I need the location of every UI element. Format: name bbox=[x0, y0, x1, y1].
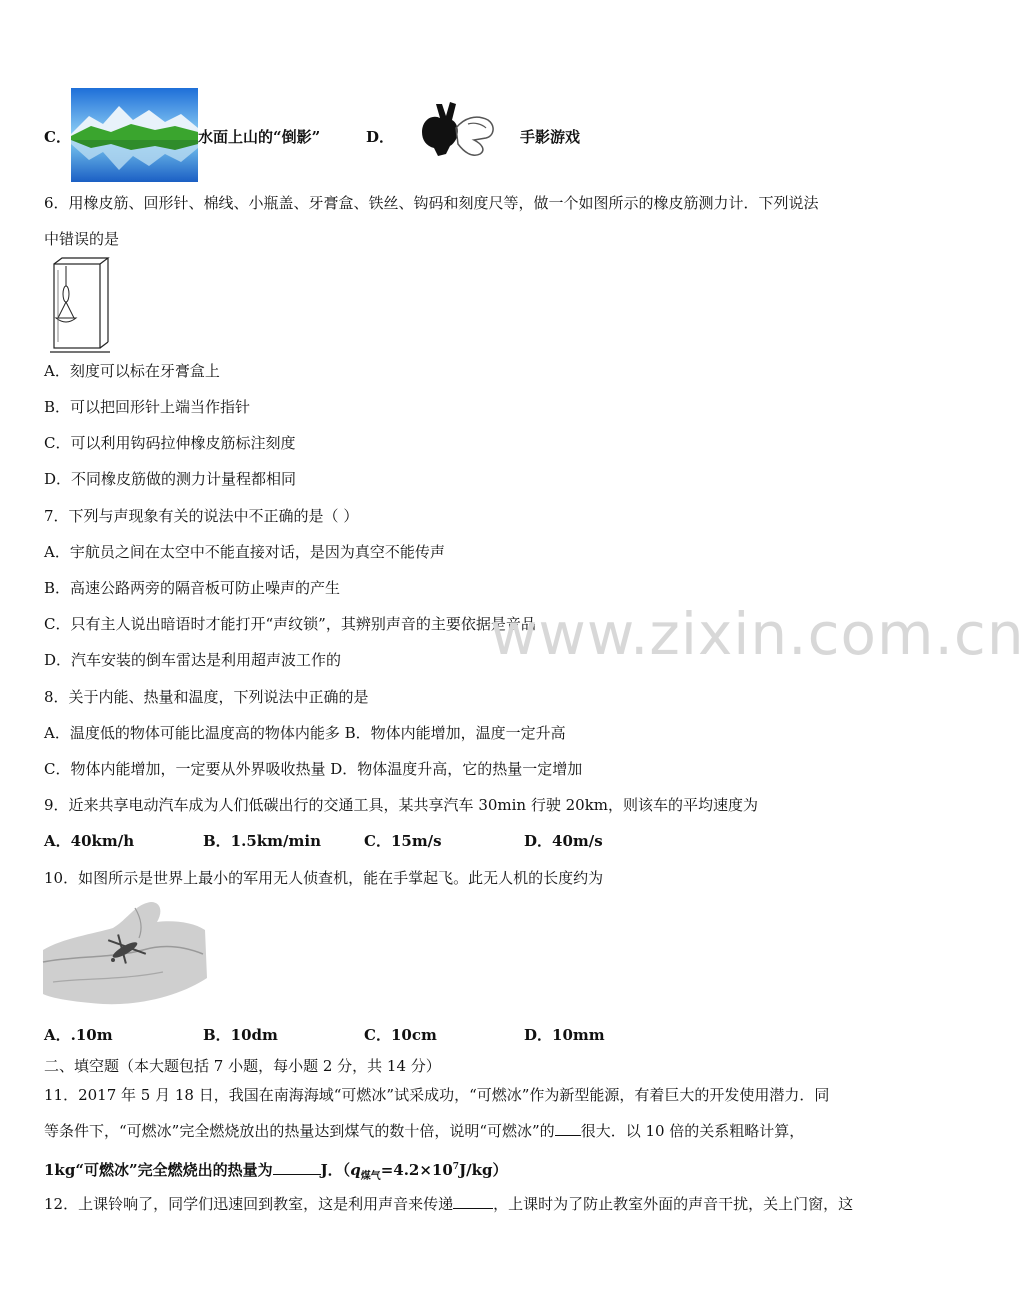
q8-options-ab: A．温度低的物体可能比温度高的物体内能多 B．物体内能增加，温度一定升高 bbox=[44, 724, 566, 742]
mountain-reflection-image bbox=[71, 88, 198, 182]
q8-options-cd: C．物体内能增加，一定要从外界吸收热量 D．物体温度升高，它的热量一定增加 bbox=[44, 760, 583, 778]
q12-text-a: 12．上课铃响了，同学们迅速回到教室，这是利用声音来传递 bbox=[44, 1195, 454, 1213]
q8-stem: 8．关于内能、热量和温度，下列说法中正确的是 bbox=[44, 688, 369, 706]
hand-shadow-rabbit-image bbox=[412, 100, 500, 160]
q5-option-d-text: 手影游戏 bbox=[520, 128, 581, 146]
q9-option-d: D．40m/s bbox=[524, 832, 603, 850]
q11-line2 bbox=[44, 1121, 804, 1141]
q10-option-b: B．10dm bbox=[203, 1026, 278, 1044]
q6-stem-line1: 6．用橡皮筋、回形针、棉线、小瓶盖、牙膏盒、铁丝、钩码和刻度尺等，做一个如图所示的橡皮筋测力计．下列说法 bbox=[44, 194, 819, 212]
q11-exponent: 7 bbox=[452, 1162, 460, 1172]
q7-option-a: A．宇航员之间在太空中不能直接对话，是因为真空不能传声 bbox=[44, 543, 445, 561]
q10-option-a: A．.10m bbox=[44, 1026, 113, 1044]
watermark: www.zixin.com.cn bbox=[490, 600, 1025, 668]
q12-line1 bbox=[44, 1194, 853, 1214]
q10-option-c: C．10cm bbox=[364, 1026, 437, 1044]
q6-option-b: B．可以把回形针上端当作指针 bbox=[44, 398, 251, 416]
q6-option-c: C．可以利用钩码拉伸橡皮筋标注刻度 bbox=[44, 434, 296, 452]
q9-option-b: B．1.5km/min bbox=[203, 832, 321, 850]
q11-line3-text-d: J/kg） bbox=[459, 1161, 508, 1179]
q11-q-subscript: 煤气 bbox=[360, 1171, 381, 1182]
hand-drone-photo bbox=[43, 898, 207, 1008]
q7-stem: 7．下列与声现象有关的说法中不正确的是（ ） bbox=[44, 507, 359, 525]
q9-option-a: A．40km/h bbox=[44, 832, 135, 850]
q10-stem: 10．如图所示是世界上最小的军用无人侦查机，能在手掌起飞。此无人机的长度约为 bbox=[44, 869, 604, 887]
q11-line3-text-a: 1kg“可燃冰”完全燃烧出的热量为 bbox=[44, 1161, 273, 1179]
q9-option-c: C．15m/s bbox=[364, 832, 442, 850]
q9-stem: 9．近来共享电动汽车成为人们低碳出行的交通工具，某共享汽车 30min 行驶 20km，则该车的平均速度为 bbox=[44, 796, 759, 814]
q7-option-d: D．汽车安装的倒车雷达是利用超声波工作的 bbox=[44, 651, 342, 669]
q5-option-d-letter: D． bbox=[366, 128, 395, 146]
q11-line3 bbox=[44, 1157, 508, 1187]
q5-option-c-text: 水面上山的“倒影” bbox=[198, 128, 321, 146]
q6-option-d: D．不同橡皮筋做的测力计量程都相同 bbox=[44, 470, 297, 488]
q11-blank-2[interactable] bbox=[273, 1160, 321, 1175]
q11-line1: 11．2017 年 5 月 18 日，我国在南海海域“可燃冰”试采成功，“可燃冰”作为新型能源，有着巨大的开发使用潜力．同 bbox=[44, 1086, 830, 1104]
q11-line2-text-b: 很大．以 10 倍的关系粗略计算， bbox=[580, 1122, 805, 1140]
q12-text-b: ，上课时为了防止教室外面的声音干扰，关上门窗，这 bbox=[493, 1195, 854, 1213]
q11-line3-text-c: =4.2×10 bbox=[380, 1161, 453, 1179]
section-heading: 二、填空题（本大题包括 7 小题，每小题 2 分，共 14 分） bbox=[44, 1057, 441, 1075]
q7-option-b: B．高速公路两旁的隔音板可防止噪声的产生 bbox=[44, 579, 341, 597]
q11-blank-1[interactable] bbox=[555, 1121, 581, 1136]
rubber-band-dynamometer-figure bbox=[44, 256, 116, 354]
q7-option-c: C．只有主人说出暗语时才能打开“声纹锁”，其辨别声音的主要依据是音品 bbox=[44, 615, 536, 633]
q11-line3-text-b: J．（ bbox=[320, 1161, 351, 1179]
q11-line2-text-a: 等条件下，“可燃冰”完全燃烧放出的热量达到煤气的数十倍，说明“可燃冰”的 bbox=[44, 1122, 555, 1140]
q10-option-d: D．10mm bbox=[524, 1026, 605, 1044]
q12-blank-1[interactable] bbox=[453, 1194, 493, 1209]
q6-option-a: A．刻度可以标在牙膏盒上 bbox=[44, 362, 220, 380]
q11-q-symbol: q bbox=[350, 1161, 361, 1179]
q5-option-c-letter: C． bbox=[44, 128, 71, 146]
q6-stem-line2: 中错误的是 bbox=[44, 230, 120, 248]
